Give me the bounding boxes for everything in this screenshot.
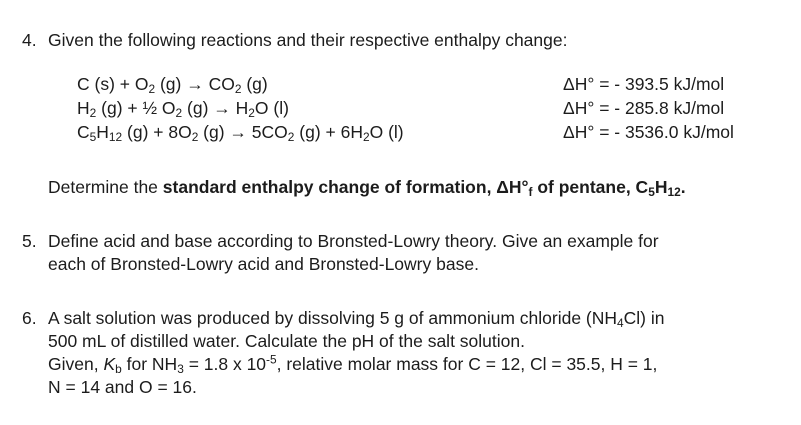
question-4-number: 4. <box>22 30 37 50</box>
reaction-3-equation: $C_5H_{12}$ $(g) + 8O_2$ $(g) \to 5CO_2$ $(g) + 6H_2O$ (l) <box>77 122 404 144</box>
question-5-line-1: Define acid and base according to Bronsted-Lowry theory. Give an example for <box>48 231 659 251</box>
reaction-1-enthalpy: ΔH° = - 393.5 kJ/mol <box>563 74 725 94</box>
question-6-line-2: 500 mL of distilled water. Calculate the pH of the salt solution. <box>48 331 525 351</box>
reaction-1-equation: C $(s) + O_2$ $(g) \to CO_2$ (g) <box>77 74 268 96</box>
question-6-line-3: Given, $K_b$ for $NH_3 = 1.8$ x $10^{-5}$, relative molar mass for C = 12, Cl = 35.5, H = 1, <box>48 352 658 376</box>
question-5-number: 5. <box>22 231 37 251</box>
reaction-3-enthalpy: ΔH° = - 3536.0 kJ/mol <box>563 122 734 142</box>
question-4-intro: Given the following reactions and their respective enthalpy change: <box>48 30 568 50</box>
question-6-line-1: A salt solution was produced by dissolving 5 g of ammonium chloride $(NH_4Cl)$ in <box>48 308 665 330</box>
reaction-2-equation: $H_2$ (g) + ½ $O_2$ $(g) \to H_2O$ (l) <box>77 98 289 120</box>
question-6-number: 6. <box>22 308 37 328</box>
question-5-line-2: each of Bronsted-Lowry acid and Bronsted-Lowry base. <box>48 254 479 274</box>
question-4-task-bold: standard enthalpy change of formation, $\Delta H^\circ_f$ of pentane, $C_5H_{12}$. <box>162 177 686 199</box>
question-4-task-prefix: Determine the <box>48 177 163 197</box>
question-4-task <box>48 176 686 198</box>
reaction-2-enthalpy: ΔH° = - 285.8 kJ/mol <box>563 98 725 118</box>
question-6-line-4: N = 14 and O = 16. <box>48 377 197 397</box>
